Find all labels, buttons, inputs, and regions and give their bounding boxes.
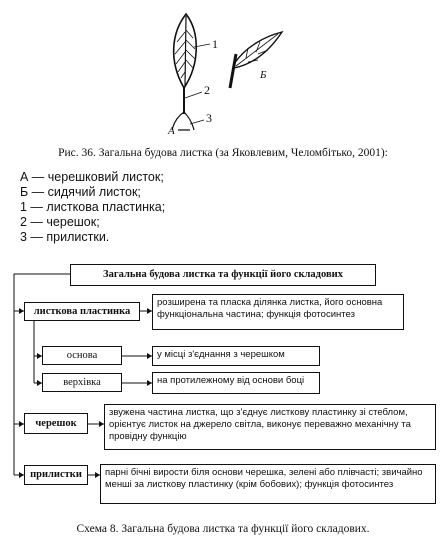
sessile-leaf-shape (234, 32, 282, 68)
label-b: Б (260, 69, 267, 81)
stipules-box: прилистки (24, 465, 88, 485)
stipules-desc-box: парні бічні вирости біля основи черешка, зелені або плівчасті; звичайно менші за листкову пластинку (крім бобових); функція фотосинтез (100, 464, 436, 504)
stipules-shape (172, 112, 194, 130)
scheme-caption: Схема 8. Загальна будова листка та функції його складових. (76, 523, 370, 535)
apex-box: верхівка (42, 373, 122, 392)
scheme-title-box: Загальна будова листка та функції його складових (70, 264, 376, 286)
leaf-illustration (150, 2, 300, 142)
petiole-box: черешок (24, 413, 88, 434)
figure-caption: Рис. 36. Загальна будова листка (за Яковлевим, Челомбітько, 2001): (58, 147, 388, 159)
stem-shape (230, 54, 236, 88)
leader-3 (190, 120, 204, 124)
leader-2 (185, 92, 202, 98)
base-desc-box: у місці з'єднання з черешком (152, 346, 320, 366)
petiole-desc-box: звужена частина листка, що з'єднує листкову пластинку зі стеблом, орієнтує листок на джерело світла, виконує переважно механічну та провідну функцію (104, 404, 436, 450)
legend-item: 3 — прилистки. (20, 230, 110, 244)
blade-box: листкова пластинка (24, 302, 140, 321)
legend-item: А — черешковий листок; (20, 170, 164, 184)
blade-desc-box: розширена та пласка ділянка листка, його основна функціональна частина; функція фотосинтез (152, 294, 404, 330)
apex-desc-box: на протилежному від основи боці (152, 372, 320, 394)
label-a: А (168, 125, 175, 137)
leaf-figure (150, 2, 300, 142)
legend-item: Б — сидячий листок; (20, 185, 141, 199)
label-1: 1 (212, 37, 218, 51)
sessile-leaf-veins (236, 34, 278, 66)
leaf-midrib (185, 16, 186, 86)
legend-item: 1 — листкова пластинка; (20, 200, 166, 214)
label-2: 2 (204, 83, 210, 97)
figure-legend (20, 170, 165, 245)
legend-item: 2 — черешок; (20, 215, 100, 229)
label-3: 3 (206, 111, 212, 125)
base-box: основа (42, 346, 122, 365)
